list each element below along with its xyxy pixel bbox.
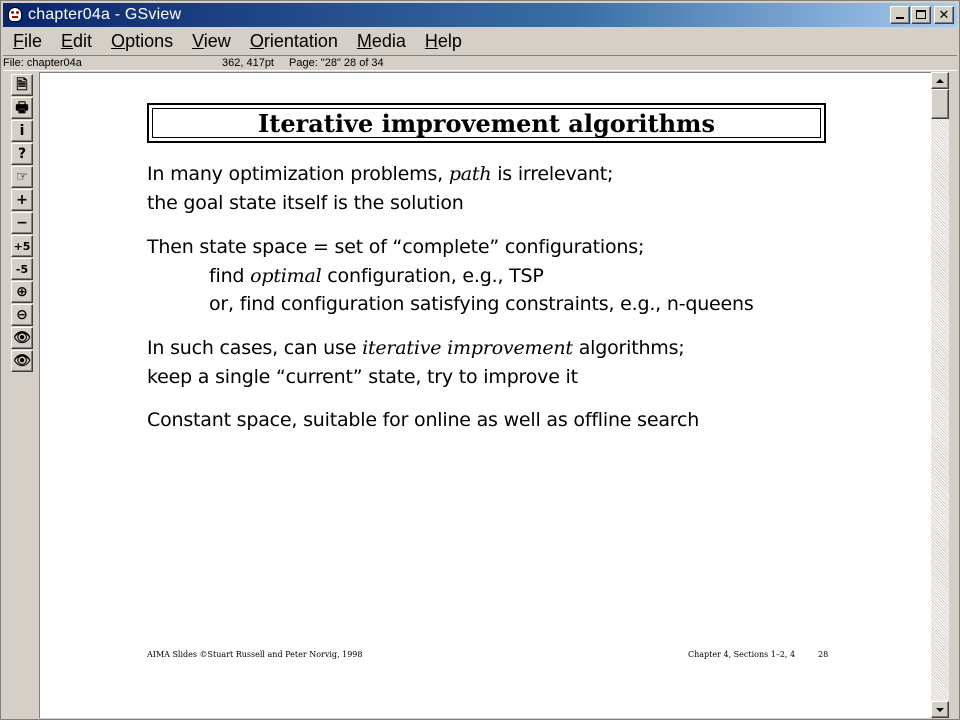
find-text-button[interactable] [11,327,33,349]
scrollbar-track[interactable] [931,72,949,718]
vertical-scrollbar[interactable] [931,72,949,718]
status-page-info: Page: "28" 28 of 34 [289,57,384,69]
next-page-icon: + [16,192,28,208]
scroll-up-button[interactable] [931,72,949,89]
prev-page-button[interactable] [11,212,33,234]
menu-item-view[interactable]: View [192,31,231,51]
slide-footer-page-number: 28 [818,650,829,659]
slide-title: Iterative improvement algorithms [258,108,715,138]
prev-page-icon: − [16,215,28,231]
minimize-icon [896,17,904,19]
status-bar [3,55,957,71]
slide-footer-copyright: AIMA Slides ©Stuart Russell and Peter Norvig, 1998 [147,650,363,659]
zoom-in-button[interactable] [11,281,33,303]
menu-item-orientation[interactable]: Orientation [249,31,338,51]
goto-page-icon: ☞ [15,169,29,185]
window-title: chapter04a - GSview [28,6,182,23]
help-icon: ? [17,146,27,162]
help-button[interactable] [11,143,33,165]
slide-line: In many optimization problems, path is irrelevant; [147,163,614,185]
open-file-button[interactable] [11,74,33,96]
open-file-icon: 🗎 [16,77,28,93]
zoom-out-icon: ⊖ [16,307,28,323]
slide-line: or, find configuration satisfying constraints, e.g., n-queens [209,293,754,315]
document-viewport[interactable] [39,72,931,718]
forward-5-button[interactable] [11,235,33,257]
status-file-name: File: chapter04a [3,57,82,69]
scroll-down-button[interactable] [931,701,949,718]
window-controls [889,6,954,24]
menu-item-file[interactable]: File [13,31,43,51]
arrow-down-icon [936,708,944,712]
back-5-button[interactable] [11,258,33,280]
menu-item-edit[interactable]: Edit [61,31,93,51]
slide-line: Constant space, suitable for online as well as offline search [147,409,700,431]
print-button[interactable] [11,97,33,119]
slide-line: find optimal configuration, e.g., TSP [209,265,544,287]
slide-line: keep a single “current” state, try to improve it [147,366,578,388]
toolbar [11,74,35,373]
find-next-icon: 👁 [13,353,31,369]
status-coordinates: 362, 417pt [222,57,274,69]
menu-item-help[interactable]: Help [424,31,462,51]
info-button[interactable] [11,120,33,142]
info-icon: i [19,123,25,139]
ghostscript-app-icon[interactable] [6,6,24,24]
arrow-up-icon [936,79,944,83]
find-text-icon: 👁 [13,330,31,346]
menu-item-media[interactable]: Media [356,31,406,51]
print-icon: 🖶 [15,100,29,116]
menu-bar [3,28,957,54]
zoom-out-button[interactable] [11,304,33,326]
forward-5-icon: +5 [13,239,31,253]
find-next-button[interactable] [11,350,33,372]
slide-footer-chapter: Chapter 4, Sections 1–2, 4 [688,650,796,659]
slide-line: Then state space = set of “complete” configurations; [147,236,645,258]
next-page-button[interactable] [11,189,33,211]
close-icon: ✕ [938,7,950,23]
zoom-in-icon: ⊕ [16,284,28,300]
scrollbar-thumb[interactable] [931,89,949,119]
maximize-button[interactable] [911,6,931,24]
minimize-button[interactable] [890,6,910,24]
title-bar[interactable] [3,3,957,27]
back-5-icon: -5 [15,262,29,276]
maximize-icon [916,10,926,19]
close-button[interactable] [934,6,954,24]
slide-line: the goal state itself is the solution [147,192,464,214]
slide-line: In such cases, can use iterative improvement algorithms; [147,337,685,359]
slide-title-box [147,103,826,143]
goto-page-button[interactable] [11,166,33,188]
menu-item-options[interactable]: Options [111,31,174,51]
